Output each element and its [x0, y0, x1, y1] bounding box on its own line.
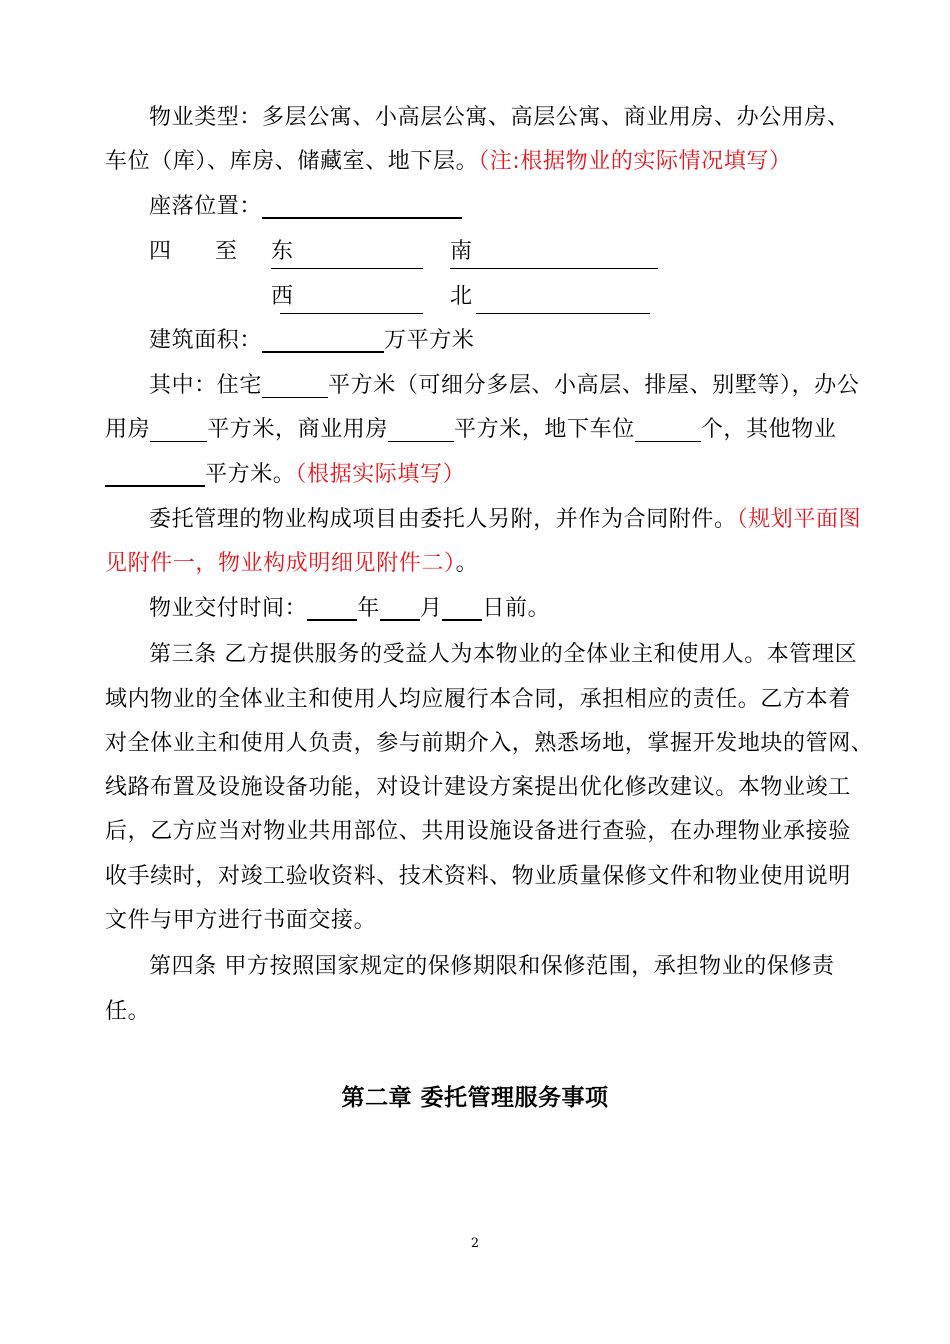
article3-line: 后，乙方应当对物业共用部位、共用设施设备进行查验，在办理物业承接验 [105, 819, 851, 844]
chapter-heading: 第二章 委托管理服务事项 [341, 1085, 609, 1111]
boundaries-label-1: 四 [149, 239, 172, 264]
sqm-label: 平方米。 [205, 462, 296, 487]
components-end: 。 [455, 551, 479, 576]
north-blank[interactable] [476, 313, 650, 314]
breakdown-line-2 [105, 415, 836, 445]
article4-line-2: 任。 [105, 999, 151, 1024]
article3-line: 线路布置及设施设备功能，对设计建设方案提出优化修改建议。本物业竣工 [105, 775, 851, 800]
breakdown-text-1: 平方米（可细分多层、小高层、排屋、别墅等），办公 [328, 373, 860, 398]
components-line-1 [149, 505, 861, 535]
commercial-blank[interactable] [388, 417, 454, 442]
article3-line: 收手续时，对竣工验收资料、技术资料、物业质量保修文件和物业使用说明 [105, 864, 851, 889]
delivery-day-label: 日前。 [482, 596, 551, 621]
boundaries-label-2: 至 [215, 239, 238, 264]
article4-line-1: 第四条 甲方按照国家规定的保修期限和保修范围，承担物业的保修责 [149, 954, 835, 979]
delivery-year-label: 年 [357, 596, 380, 621]
article3-line: 文件与甲方进行书面交接。 [105, 908, 377, 933]
east-blank[interactable] [271, 268, 423, 269]
residential-label: 其中：住宅 [149, 373, 263, 398]
delivery-line [149, 594, 550, 624]
page-number: 2 [470, 1236, 480, 1251]
article3-line: 对全体业主和使用人负责，参与前期介入，熟悉场地，掌握开发地块的管网、 [105, 731, 874, 756]
article3-line: 域内物业的全体业主和使用人均应履行本合同，承担相应的责任。乙方本着 [105, 687, 851, 712]
property-type-text: 车位（库）、库房、储藏室、地下层。 [105, 149, 479, 174]
other-property-blank[interactable] [105, 461, 205, 487]
property-type-note: （注:根据物业的实际情况填写） [478, 149, 792, 174]
article3-line: 第三条 乙方提供服务的受益人为本物业的全体业主和使用人。本管理区 [149, 642, 858, 667]
property-type-line-1: 物业类型：多层公寓、小高层公寓、高层公寓、商业用房、办公用房、 [149, 105, 850, 130]
south-label: 南 [450, 239, 473, 264]
location-label: 座落位置： [149, 194, 263, 219]
other-property-label: 个，其他物业 [700, 417, 837, 442]
west-label: 西 [271, 284, 294, 309]
property-type-line-2 [105, 147, 792, 177]
building-area-line [149, 326, 474, 356]
parking-blank[interactable] [635, 417, 701, 442]
residential-blank[interactable] [262, 373, 328, 398]
delivery-label: 物业交付时间： [149, 596, 308, 621]
west-blank[interactable] [280, 313, 423, 314]
commercial-label: 平方米，商业用房 [207, 417, 389, 442]
components-note-1: （规划平面图 [736, 507, 862, 532]
building-area-label: 建筑面积： [149, 328, 263, 353]
north-label: 北 [450, 284, 473, 309]
breakdown-line-1 [149, 371, 859, 401]
components-note-2: 见附件一，物业构成明细见附件二） [105, 551, 456, 576]
delivery-month-label: 月 [419, 596, 443, 621]
breakdown-line-3 [105, 460, 465, 490]
area-note: （根据实际填写） [295, 462, 466, 487]
location-line [149, 192, 462, 222]
components-line-2 [105, 549, 478, 579]
parking-label: 平方米，地下车位 [454, 417, 635, 442]
office-blank[interactable] [150, 417, 207, 442]
office-label: 用房 [105, 417, 151, 442]
delivery-month-blank[interactable] [380, 595, 420, 621]
building-area-unit: 万平方米 [384, 328, 475, 353]
location-blank[interactable] [262, 193, 462, 219]
building-area-blank[interactable] [262, 327, 384, 353]
components-text: 委托管理的物业构成项目由委托人另附，并作为合同附件。 [149, 507, 737, 532]
south-blank[interactable] [450, 268, 658, 269]
delivery-year-blank[interactable] [307, 595, 357, 621]
east-label: 东 [271, 239, 294, 264]
delivery-day-blank[interactable] [442, 595, 482, 621]
